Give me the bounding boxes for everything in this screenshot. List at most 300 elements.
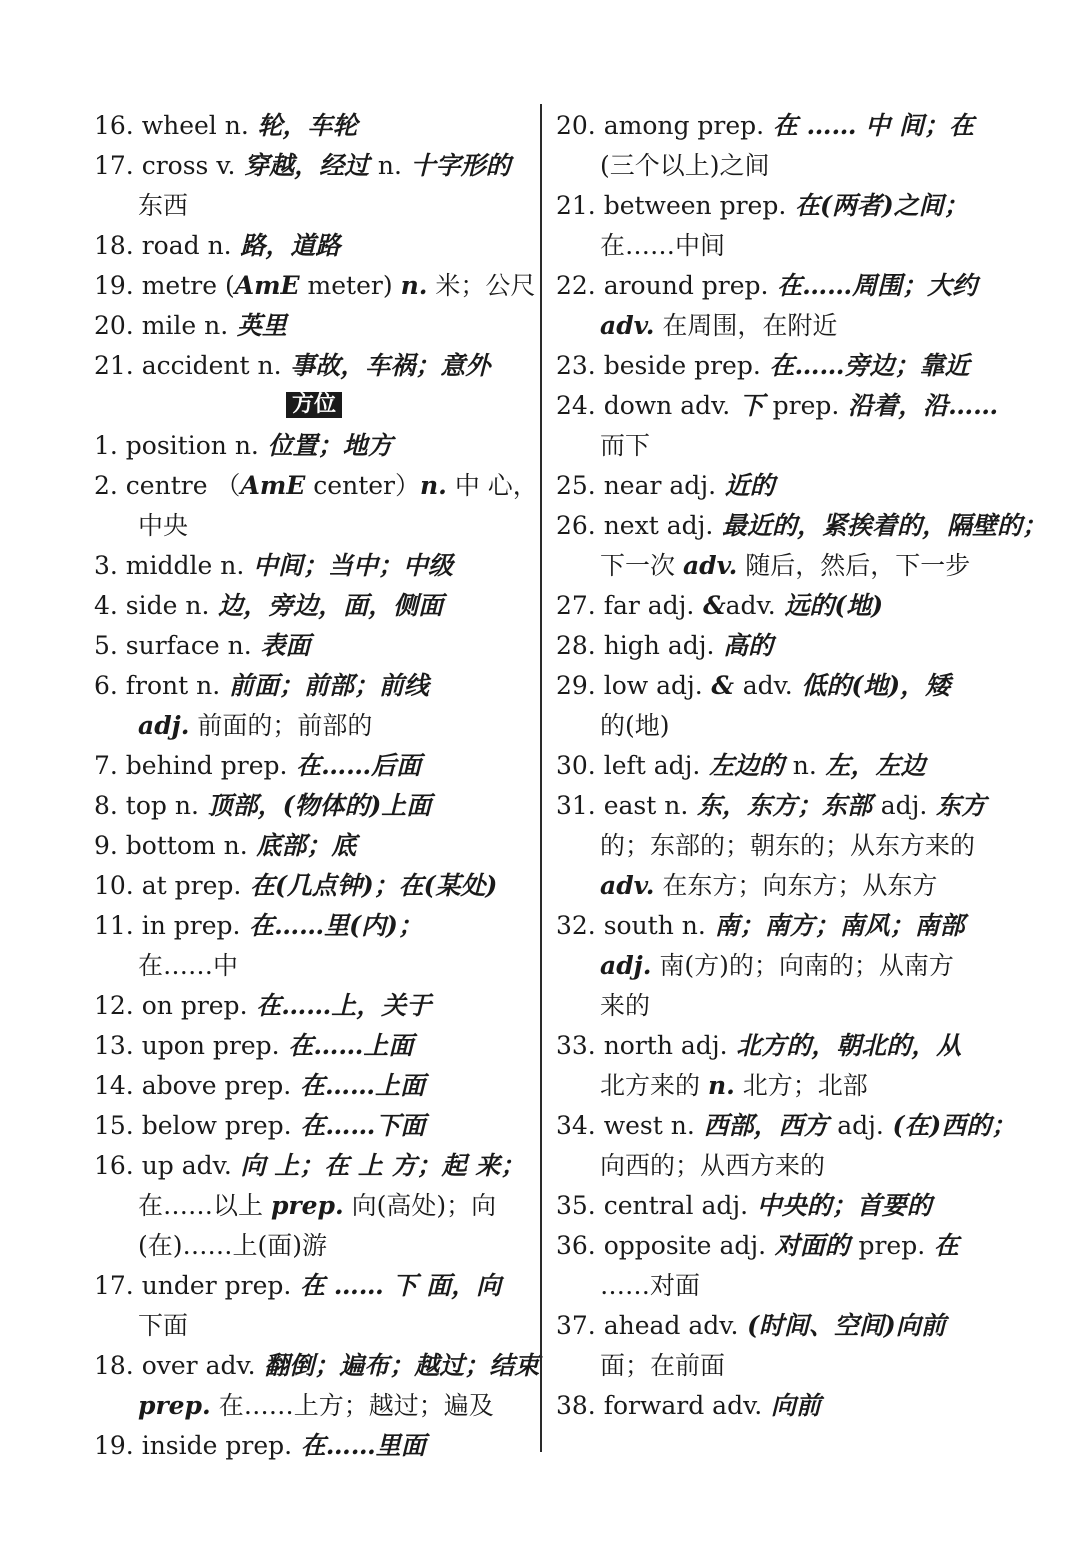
entry-line [94, 186, 534, 226]
entry-text: adv. [712, 1391, 763, 1420]
part-of-speech: 翻倒；遍布；越过；结束 [255, 1351, 540, 1380]
part-of-speech: 下 [730, 391, 773, 420]
entry-text: 8. top [94, 791, 175, 820]
entry-line [556, 946, 992, 986]
entry-text: 而下 [600, 431, 651, 460]
entry-line [94, 866, 534, 906]
part-of-speech: 在(几点钟)；在(某处) [241, 871, 498, 900]
entry-text: 在东方；向东方；从东方 [654, 871, 938, 900]
entry-text: v. [216, 151, 236, 180]
part-of-speech: 前面；前部；前线 [220, 671, 429, 700]
part-of-speech: 边，旁边，面，侧面 [209, 591, 444, 620]
vocab-entry [94, 866, 534, 906]
vocab-entry [94, 106, 534, 146]
entry-text: adj. [647, 591, 695, 620]
entry-text: 9. bottom [94, 831, 224, 860]
entry-text: 10. at [94, 871, 175, 900]
entry-text: adv. [742, 671, 793, 700]
entry-text: 下一次 [600, 551, 683, 580]
entry-text: 的(地) [600, 711, 670, 740]
entry-line [556, 786, 992, 826]
entry-text: adv. [680, 391, 731, 420]
part-of-speech: 在……里(内)； [240, 911, 423, 940]
part-of-speech: 英里 [228, 311, 287, 340]
vocab-entry [94, 226, 534, 266]
entry-line [94, 1426, 534, 1466]
part-of-speech: 中央的；首要的 [748, 1191, 932, 1220]
entry-text: prep. [694, 351, 761, 380]
entry-text: 19. inside [94, 1431, 226, 1460]
entry-text: 34. west [556, 1111, 671, 1140]
part-of-speech: 在……上面 [291, 1071, 425, 1100]
entry-line [556, 346, 992, 386]
entry-line [556, 1186, 992, 1226]
entry-line [94, 706, 534, 746]
entry-text: 30. left [556, 751, 654, 780]
section-heading [94, 386, 534, 426]
entry-text: prep. [224, 1271, 292, 1300]
entry-text: 24. down [556, 391, 681, 420]
entry-line [94, 466, 538, 506]
entry-text: 20. among [556, 111, 698, 140]
entry-text: 26. next [556, 511, 667, 540]
entry-text: 北方来的 [600, 1071, 708, 1100]
entry-text: adv. [688, 1311, 739, 1340]
entry-text: 中 心， [446, 471, 538, 500]
entry-line [556, 1146, 992, 1186]
vocab-entry [556, 386, 999, 466]
entry-text: adj. [719, 1231, 767, 1260]
entry-line [94, 1346, 540, 1386]
entry-line [556, 746, 992, 786]
entry-line [94, 1226, 534, 1266]
entry-line [556, 706, 992, 746]
entry-line [94, 1026, 534, 1066]
entry-line [556, 1026, 992, 1066]
entry-line [556, 506, 1048, 546]
part-of-speech: 在……下面 [291, 1111, 426, 1140]
part-of-speech: n. [400, 271, 428, 300]
entry-text: 前面的；前部的 [189, 711, 373, 740]
entry-text: adj. [680, 1031, 728, 1060]
entry-line [94, 626, 534, 666]
entry-text: prep. [701, 271, 769, 300]
entry-text: center） [305, 471, 420, 500]
entry-text: (在)……上(面)游 [138, 1231, 328, 1260]
entry-text: 36. opposite [556, 1231, 720, 1260]
entry-text: adj. [701, 1191, 749, 1220]
entry-line [94, 986, 534, 1026]
entry-text: prep. [772, 391, 840, 420]
vocab-entry [94, 1026, 534, 1066]
part-of-speech: adj. [138, 711, 190, 740]
part-of-speech: 沿着，沿…… [839, 391, 999, 420]
entry-line [556, 986, 992, 1026]
entry-line [556, 1346, 992, 1386]
entry-line [94, 786, 534, 826]
entry-text: adj. [666, 511, 714, 540]
entry-text: 25. near [556, 471, 670, 500]
entry-text: n. [792, 751, 817, 780]
entry-text: 1. position [94, 431, 235, 460]
part-of-speech: 路，道路 [231, 231, 341, 260]
entry-text: n. [223, 831, 248, 860]
entry-text: 16. up [94, 1151, 182, 1180]
entry-line [94, 1066, 534, 1106]
entry-text: 4. side [94, 591, 186, 620]
part-of-speech: adv. [600, 311, 655, 340]
vocab-entry [94, 826, 534, 866]
entry-text: n. [207, 231, 232, 260]
entry-text: 23. beside [556, 351, 695, 380]
part-of-speech: AmE [234, 271, 300, 300]
entry-text: n. [377, 151, 402, 180]
entry-text: n. [204, 311, 229, 340]
entry-text: 31. east [556, 791, 665, 820]
vocab-entry [556, 786, 992, 906]
part-of-speech: 向 上；在 上 方；起 来； [231, 1151, 526, 1180]
vocab-entry [556, 106, 992, 186]
entry-line [556, 866, 992, 906]
entry-text: n. [196, 671, 221, 700]
vocab-entry [556, 346, 992, 386]
entry-text: n. [234, 431, 259, 460]
entry-text: 向西的；从西方来的 [600, 1151, 826, 1180]
part-of-speech: 近的 [716, 471, 775, 500]
vocab-entry [94, 1146, 534, 1266]
entry-line [556, 1386, 992, 1426]
entry-line [94, 146, 534, 186]
vocab-entry [556, 1306, 992, 1386]
entry-line [556, 426, 992, 466]
part-of-speech: 东方 [927, 791, 987, 820]
entry-text: 22. around [556, 271, 702, 300]
entry-text: 11. in [94, 911, 174, 940]
entry-text: 15. below [94, 1111, 225, 1140]
entry-text: adv. [725, 591, 776, 620]
entry-text: adj. [667, 631, 715, 660]
entry-text: 随后，然后，下一步 [737, 551, 971, 580]
vocab-entry [556, 586, 992, 626]
entry-line [556, 1106, 1017, 1146]
entry-text: 33. north [556, 1031, 681, 1060]
entry-text: 29. low [556, 671, 657, 700]
entry-text: ……对面 [600, 1271, 701, 1300]
entry-text: n. [670, 1111, 695, 1140]
part-of-speech: & [702, 671, 743, 700]
entry-text: n. [227, 631, 252, 660]
entry-line [556, 226, 992, 266]
entry-line [94, 1146, 534, 1186]
vocab-entry [94, 1066, 534, 1106]
entry-text: 东西 [138, 191, 189, 220]
entry-text: prep. [225, 1431, 293, 1460]
column-divider [540, 104, 542, 1452]
entry-text: 37. ahead [556, 1311, 689, 1340]
entry-text: 16. wheel [94, 111, 225, 140]
entry-line [556, 466, 992, 506]
right-column [556, 106, 1048, 1426]
entry-text: 14. above [94, 1071, 225, 1100]
part-of-speech: 表面 [251, 631, 311, 660]
entry-line [556, 666, 992, 706]
vocab-entry [94, 1426, 534, 1466]
entry-line [94, 266, 534, 306]
entry-line [556, 826, 992, 866]
entry-text: adj. [837, 1111, 884, 1140]
part-of-speech: n. [419, 471, 447, 500]
entry-text: n. [174, 791, 199, 820]
vocab-entry [94, 746, 534, 786]
entry-text: 在……中间 [600, 231, 726, 260]
entry-text: prep. [174, 871, 242, 900]
entry-text: 在……中 [138, 951, 239, 980]
part-of-speech: 在……上面 [279, 1031, 414, 1060]
vocab-entry [94, 306, 534, 346]
part-of-speech: adj. [600, 951, 652, 980]
part-of-speech: 东，东方；东部 [688, 791, 881, 820]
entries-list [94, 426, 540, 1466]
entry-line [556, 546, 992, 586]
entry-text: n. [224, 111, 249, 140]
vocab-entry [94, 1106, 534, 1146]
entry-line [556, 386, 999, 426]
entry-text: 在……以上 [138, 1191, 271, 1220]
entry-text: 18. road [94, 231, 208, 260]
entry-text: 35. central [556, 1191, 702, 1220]
entries-top-list [94, 106, 534, 386]
part-of-speech: (时间、空间)向前 [738, 1311, 946, 1340]
entry-text: 北方；北部 [734, 1071, 868, 1100]
vocab-entry [94, 626, 534, 666]
entry-line [556, 1226, 992, 1266]
entry-text: n. [220, 551, 245, 580]
entry-line [94, 546, 534, 586]
entry-text: 32. south [556, 911, 682, 940]
entry-text: 中央 [138, 511, 189, 540]
entry-text: 下面 [138, 1311, 189, 1340]
entry-line [556, 1066, 992, 1106]
part-of-speech: prep. [138, 1391, 211, 1420]
entry-text: adj. [669, 471, 717, 500]
vocab-entry [94, 986, 534, 1026]
entry-line [94, 666, 534, 706]
entry-text: 18. over [94, 1351, 206, 1380]
entry-line [556, 586, 992, 626]
entry-text: 17. cross [94, 151, 217, 180]
vocab-entry [556, 1386, 992, 1426]
entry-text: 7. behind [94, 751, 221, 780]
vocab-entry [556, 626, 992, 666]
entry-line [556, 146, 992, 186]
part-of-speech: 低的(地)，矮 [792, 671, 951, 700]
part-of-speech: adv. [600, 871, 655, 900]
entry-text: 6. front [94, 671, 197, 700]
entry-line [94, 306, 534, 346]
vocab-entry [556, 1026, 992, 1106]
entry-text: 27. far [556, 591, 648, 620]
part-of-speech: 左，左边 [816, 751, 926, 780]
entry-text: 在周围，在附近 [654, 311, 838, 340]
vocab-entry [556, 1106, 1017, 1186]
entry-line [556, 626, 992, 666]
entry-text: 向(高处)；向 [343, 1191, 497, 1220]
vocab-entry [94, 266, 534, 306]
part-of-speech: 在……旁边；靠近 [760, 351, 970, 380]
entry-text: n. [257, 351, 282, 380]
vocab-entry [556, 266, 992, 346]
vocab-entry [94, 1266, 534, 1346]
vocab-entry [94, 146, 534, 226]
part-of-speech: 南；南方；南风；南部 [705, 911, 965, 940]
entry-text: 38. forward [556, 1391, 713, 1420]
part-of-speech: 在……后面 [287, 751, 422, 780]
left-column [94, 106, 540, 1466]
part-of-speech: adv. [682, 551, 738, 580]
entry-text: 28. high [556, 631, 668, 660]
entry-text: prep. [224, 1071, 292, 1100]
part-of-speech: 在(两者)之间； [786, 191, 969, 220]
part-of-speech: 在 …… 中 间；在 [764, 111, 974, 140]
entry-text: prep. [697, 111, 765, 140]
entry-text: adj. [880, 791, 928, 820]
vocab-entry [94, 666, 534, 746]
vocab-entry [94, 426, 534, 466]
part-of-speech: 远的(地) [775, 591, 884, 620]
entry-line [94, 346, 534, 386]
entry-text: prep. [719, 191, 787, 220]
part-of-speech: 对面的 [766, 1231, 859, 1260]
entry-line [94, 426, 534, 466]
vocab-entry [556, 906, 992, 1026]
part-of-speech: 西部，西方 [694, 1111, 838, 1140]
vocab-entry [556, 506, 1048, 586]
entry-text: 来的 [600, 991, 651, 1020]
part-of-speech: 顶部，(物体的)上面 [198, 791, 432, 820]
vocab-entry [94, 466, 538, 546]
entry-text: adv. [181, 1151, 232, 1180]
entry-text: prep. [180, 991, 248, 1020]
section-heading-label: 方位 [286, 392, 342, 418]
entry-text: 20. mile [94, 311, 205, 340]
entry-text: adj. [653, 751, 701, 780]
entry-line [94, 1186, 534, 1226]
entry-text: 面；在前面 [600, 1351, 726, 1380]
entry-line [94, 226, 534, 266]
entry-text: 13. upon [94, 1031, 213, 1060]
vocab-entry [556, 1226, 992, 1306]
part-of-speech: n. [707, 1071, 735, 1100]
entry-line [556, 266, 992, 306]
entry-text: 3. middle [94, 551, 221, 580]
vocab-entry [94, 786, 534, 826]
entry-line [556, 306, 992, 346]
entry-line [556, 1266, 992, 1306]
entry-text: 米；公尺 [427, 271, 536, 300]
entry-line [94, 1266, 534, 1306]
part-of-speech: prep. [270, 1191, 344, 1220]
entry-text: 在……上方；越过；遍及 [210, 1391, 494, 1420]
entry-line [556, 1306, 992, 1346]
entry-line [94, 906, 534, 946]
entries-list [556, 106, 1048, 1426]
entry-line [556, 186, 992, 226]
part-of-speech: (在)西的； [883, 1111, 1017, 1140]
vocab-entry [556, 466, 992, 506]
part-of-speech: 中间；当中；中级 [244, 551, 454, 580]
vocab-entry [94, 906, 534, 986]
part-of-speech: 底部；底 [247, 831, 357, 860]
part-of-speech: 穿越，经过 [235, 151, 378, 180]
entry-text: adj. [656, 671, 703, 700]
entry-text: n. [664, 791, 689, 820]
part-of-speech: & [694, 591, 726, 620]
part-of-speech: 左边的 [700, 751, 793, 780]
entry-text: n. [681, 911, 706, 940]
entry-line [94, 506, 534, 546]
part-of-speech: 向前 [762, 1391, 821, 1420]
entry-line [94, 1106, 534, 1146]
part-of-speech: 在……周围；大约 [768, 271, 978, 300]
entry-line [94, 1306, 534, 1346]
entry-text: 19. metre ( [94, 271, 235, 300]
entry-line [556, 906, 992, 946]
entry-text: meter) [299, 271, 401, 300]
vocab-entry [556, 666, 992, 746]
entry-text: 南(方)的；向南的；从南方 [651, 951, 954, 980]
part-of-speech: 事故，车祸；意外 [281, 351, 491, 380]
entry-text: adv. [205, 1351, 256, 1380]
part-of-speech: 北方的，朝北的，从 [727, 1031, 962, 1060]
entry-text: 2. centre （ [94, 471, 241, 500]
vocab-entry [94, 1346, 540, 1426]
part-of-speech: 在……里面 [292, 1431, 426, 1460]
vocab-entry [94, 586, 534, 626]
entry-text: prep. [212, 1031, 280, 1060]
entry-text: 21. accident [94, 351, 258, 380]
entry-text: prep. [858, 1231, 926, 1260]
entry-line [94, 946, 534, 986]
entry-text: n. [185, 591, 210, 620]
part-of-speech: 在 …… 下 面，向 [291, 1271, 502, 1300]
entry-text: prep. [173, 911, 241, 940]
part-of-speech: 高的 [714, 631, 774, 660]
entry-text: 12. on [94, 991, 181, 1020]
part-of-speech: 最近的，紧挨着的，隔壁的； [713, 511, 1048, 540]
vocab-entry [556, 746, 992, 786]
vocab-entry [94, 346, 534, 386]
part-of-speech: 在 [925, 1231, 959, 1260]
vocab-entry [556, 1186, 992, 1226]
vocab-entry [556, 186, 992, 266]
entry-text: (三个以上)之间 [600, 151, 770, 180]
entry-line [94, 826, 534, 866]
part-of-speech: 轮，车轮 [248, 111, 358, 140]
part-of-speech: 十字形的 [401, 151, 511, 180]
entry-line [94, 106, 534, 146]
entry-text: prep. [224, 1111, 292, 1140]
entry-line [556, 106, 992, 146]
entry-text: 5. surface [94, 631, 228, 660]
entry-text: prep. [220, 751, 288, 780]
entry-line [94, 1386, 534, 1426]
part-of-speech: AmE [240, 471, 306, 500]
vocab-entry [94, 546, 534, 586]
entry-text: 的；东部的；朝东的；从东方来的 [600, 831, 976, 860]
entry-line [94, 746, 534, 786]
part-of-speech: 位置；地方 [258, 431, 393, 460]
entry-line [94, 586, 534, 626]
